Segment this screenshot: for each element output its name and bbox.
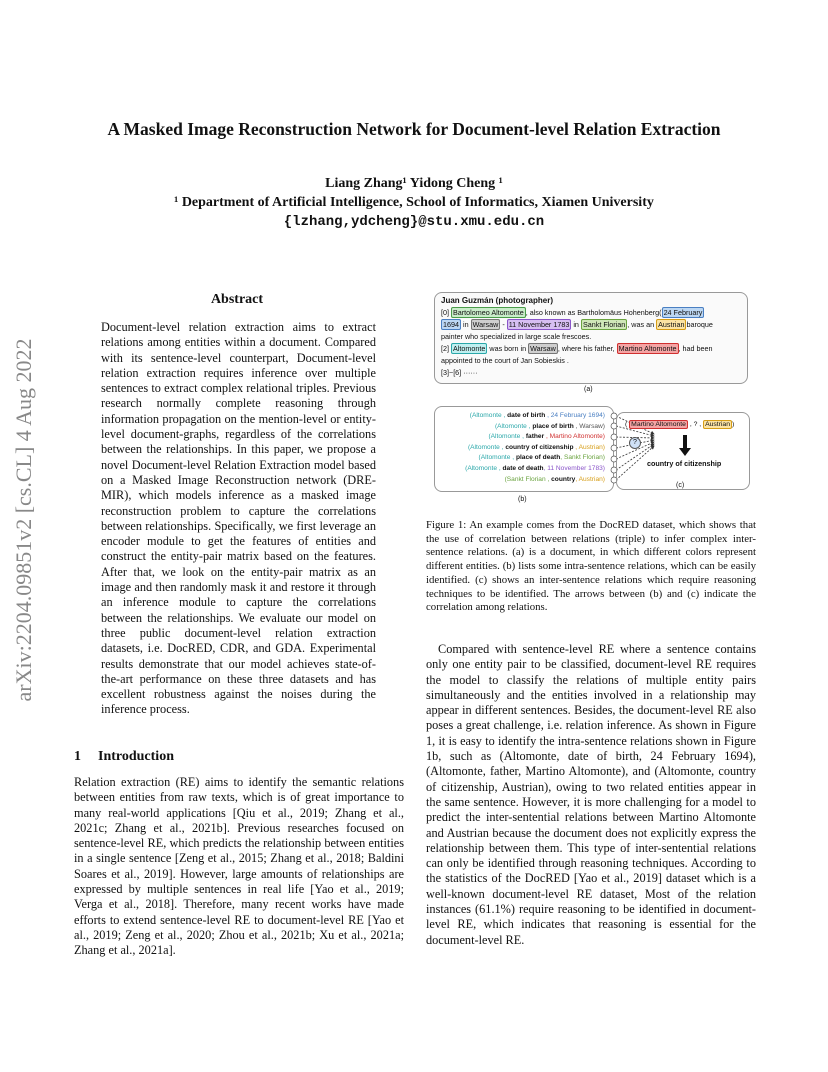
entity-date-birth-year: 1694 <box>443 320 459 329</box>
inferred-relation: country of citizenship <box>647 459 722 468</box>
document-title: Juan Guzmán (photographer) <box>441 296 553 305</box>
entity-warsaw-2: Warsaw <box>530 344 556 353</box>
section-heading <box>74 749 174 765</box>
panel-a-label: (a) <box>584 386 593 393</box>
entity-date-death: 11 November 1783 <box>508 320 570 329</box>
doc-line: [3]~[6] ······ <box>441 368 478 377</box>
paper-authors: Liang Zhang¹ Yidong Cheng ¹ <box>325 176 503 191</box>
figure-caption: Figure 1: An example comes from the DocRED dataset, which shows that the use of correlation between relations (triple) to infer complex inter-sentence relations. (a) is a document, in which different colors represent different entities. (b) lists some intra-sentence relations, which can be easily identified. (c) shows an inter-sentence relations which require reasoning techniques to be identified. The arrows between (b) and (c) indicate the correlation among relations. <box>426 519 756 614</box>
arxiv-stamp <box>0 0 50 1072</box>
inferred-triple: ( Martino Altomonte , ? , Austrian ) <box>625 421 735 428</box>
section-number: 1 <box>74 749 81 764</box>
arxiv-identifier: arXiv:2204.09851v2 [cs.CL] 4 Aug 2022 <box>11 338 36 702</box>
doc-line: [2] Altomonte was born in Warsaw , where his father, Martino Altomonte , had been <box>441 344 713 353</box>
panel-b-label: (b) <box>518 496 527 503</box>
inference-panel <box>616 412 750 490</box>
entity-altomonte: Altomonte <box>453 344 486 353</box>
abstract-text: Document-level relation extraction aims to extract relations among entities within a document. Compared with its sentence-level counterpart, Document-level relation extraction requires inference over multiple sentences to extract complex relational triples. Previous research normally complete reasoning through information propagation on the mention-level or entity-level document-graphs, regardless of the correlations between the relationships. In this paper, we propose a novel Document-level Relation Extraction model based on a Masked Image Reconstruction network (DRE-MIR), which models inference as a masked image reconstruction problem to capture the correlations between relationships. Specifically, we first leverage an encoder module to get the features of entities and construct the entity-pair matrix based on the features. After that, we look on the entity-pair matrix as an image and then randomly mask it and restore it through an inference module to capture the correlations between the relationships. We evaluate our model on three public document-level relation extraction datasets, i.e. DocRED, CDR, and GDA. Experimental results demonstrate that our model achieves state-of-the-art performance on these three datasets and has excellent robustness against the noises during the inference process. <box>101 320 376 717</box>
triple: (Altomonte , father , Martino Altomonte) <box>488 433 605 441</box>
triple: (Altomonte , place of birth , Warsaw) <box>494 422 605 430</box>
triple: (Sankt Florian , country, Austrian) <box>504 475 605 483</box>
entity-sankt-florian: Sankt Florian <box>582 320 626 329</box>
down-arrow-shaft <box>683 435 687 449</box>
entity-warsaw: Warsaw <box>472 320 499 329</box>
down-arrow-icon <box>679 448 691 456</box>
intro-paragraph-2: Compared with sentence-level RE where a sentence contains only one entity pair to be classified, document-level RE requires the model to classify the relations of multiple entity pairs simultaneously and the entities involved in a relationship may appear in different sentences. Besides, the document-level RE also poses a great challenge, i.e. relation inference. As shown in Figure 1, it is easy to identify the intra-sentence relations shown in Figure 1b, such as (Altomonte, date of birth, 24 February 1694), (Altomonte, father, Martino Altomonte), and (Altomonte, country of citizenship, Austrian), owing to two related entities appear in the same sentence. However, it is more challenging for a model to predict the inter-sentential relations between Martino Altomonte and Austrian because the document does not explicitly express the relationship between them. This type of inter-sentential relations can only be identified through reasoning techniques. According to the statistics of the DocRED [Yao et al., 2019] dataset which is a well-known document-level RE dataset, Most of the relation instances (61.1%) require reasoning to be identified in document-level RE, which indicates that reasoning is essential for the document-level RE. <box>426 642 756 947</box>
entity-martino: Martino Altomonte <box>618 344 677 353</box>
entity-date-birth: 24 February <box>663 308 703 317</box>
doc-line: painter who specialized in large scale frescoes. <box>441 332 592 341</box>
intro-paragraph-1: Relation extraction (RE) aims to identify the semantic relations between entities from raw texts, which is of great importance to many real-world applications [Qiu et al., 2019; Zhang et al., 2021c; Zhang et al., 2021b]. Previous researches focused on sentence-level RE, which predicts the relationship between entities in a single sentence [Zeng et al., 2015; Zhang et al., 2018; Baldini Soares et al., 2019]. However, large amounts of relationships are expressed by multiple sentences in real life [Yao et al., 2019; Verga et al., 2018]. Therefore, many recent works have made efforts to extend sentence-level RE to document-level RE [Yao et al., 2019; Zeng et al., 2020; Zhou et al., 2021b; Xu et al., 2021a; Zhang et al., 2021a]. <box>74 775 404 958</box>
unknown-relation-node: ? <box>629 437 641 449</box>
panel-c-label: (c) <box>676 482 685 489</box>
triple: (Altomonte , date of death, 11 November 1783) <box>465 464 605 472</box>
section-title: Introduction <box>98 749 174 764</box>
figure-1 <box>426 288 756 508</box>
entity-martino-c: Martino Altomonte <box>631 421 686 428</box>
document-panel <box>434 292 748 384</box>
triples-panel <box>434 406 614 492</box>
doc-line: 1694 in Warsaw - 11 November 1783 in Sankt Florian , was an Austrian baroque <box>443 320 713 329</box>
entity-austrian-c: Austrian <box>705 421 730 428</box>
entity-bartolomeo: Bartolomeo Altomonte <box>453 308 524 317</box>
paper-title: A Masked Image Reconstruction Network for Document-level Relation Extraction <box>107 119 721 139</box>
paper-email: {lzhang,ydcheng}@stu.xmu.edu.cn <box>283 214 545 230</box>
triple: (Altomonte , place of death, Sankt Florian) <box>478 454 605 462</box>
triple: (Altomonte , date of birth , 24 February 1694) <box>469 412 605 419</box>
doc-line: appointed to the court of Jan Sobieskis . <box>441 356 569 365</box>
doc-line: [0] Bartolomeo Altomonte , also known as Bartholomäus Hohenberg( 24 February <box>441 308 703 317</box>
paper-affiliation: ¹ Department of Artificial Intelligence, School of Informatics, Xiamen University <box>174 195 654 210</box>
entity-austrian: Austrian <box>658 320 685 329</box>
abstract-heading: Abstract <box>210 292 264 307</box>
triple: (Altomonte , country of citizenship , Austrian) <box>467 443 605 451</box>
